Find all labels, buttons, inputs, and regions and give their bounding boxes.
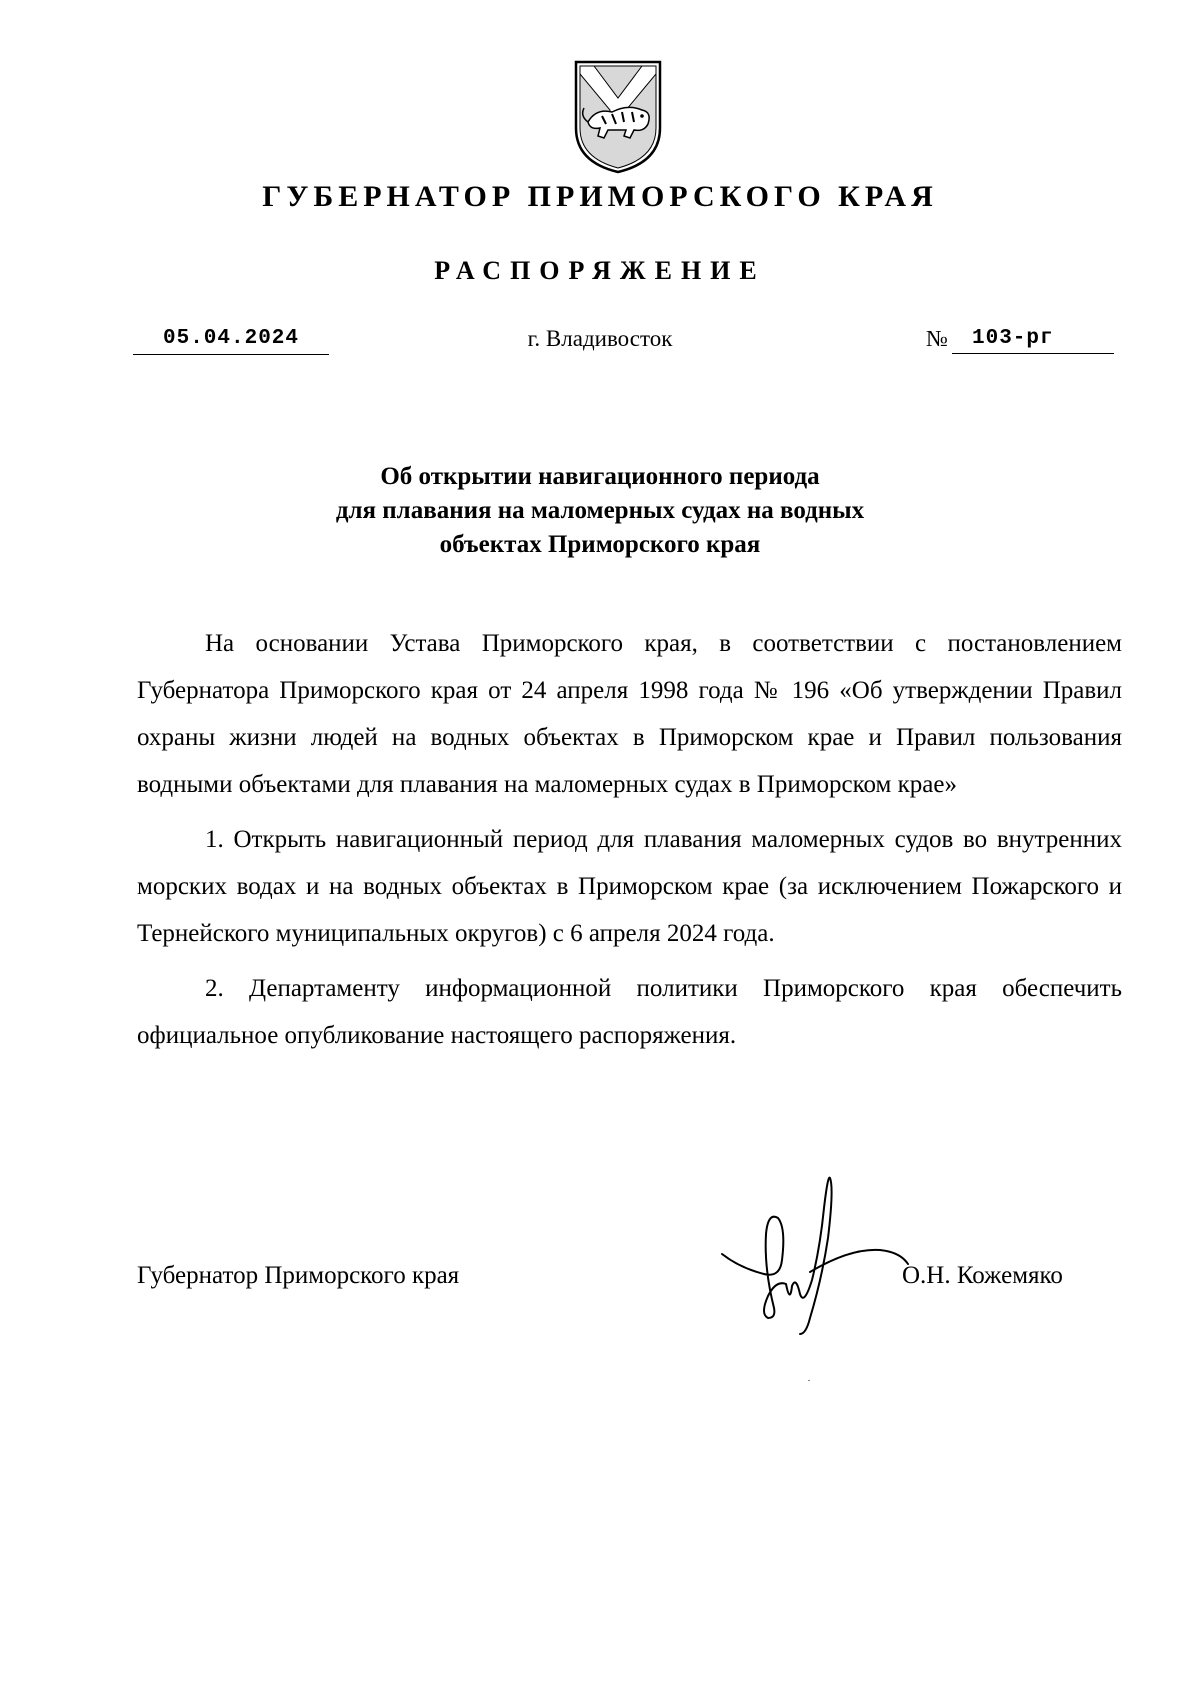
scan-artifact bbox=[808, 1380, 810, 1381]
clause-1-paragraph: 1. Открыть навигационный период для плавания маломерных судов во внутренних морских водах и на водных объектах в Приморском крае (за исключением Пожарского и Тернейского муниципальных округов) с 6 апреля 2024 года. bbox=[137, 826, 1122, 947]
document-date: 05.04.2024 bbox=[133, 326, 329, 355]
document-type: РАСПОРЯЖЕНИЕ bbox=[434, 256, 766, 285]
coat-of-arms-icon bbox=[572, 58, 664, 176]
document-body bbox=[137, 620, 1122, 1067]
document-number-block bbox=[926, 326, 1114, 354]
preamble-paragraph: На основании Устава Приморского края, в соответствии с постановлением Губернатора Приморского края от 24 апреля 1998 года № 196 «Об утверждении Правил охраны жизни людей на водных объектах в Приморском крае и Правил пользования водными объектами для плавания на маломерных судах в Приморском крае» bbox=[137, 630, 1122, 798]
title-line: Об открытии навигационного периода bbox=[380, 463, 820, 490]
handwritten-signature-icon bbox=[720, 1168, 910, 1338]
signatory-role: Губернатор Приморского края bbox=[137, 1262, 460, 1289]
clause-2-paragraph: 2. Департаменту информационной политики Приморского края обеспечить официальное опубликование настоящего распоряжения. bbox=[137, 975, 1122, 1049]
document-number: 103-рг bbox=[952, 326, 1114, 354]
issuing-authority: ГУБЕРНАТОР ПРИМОРСКОГО КРАЯ bbox=[262, 180, 938, 213]
signatory-name: О.Н. Кожемяко bbox=[902, 1262, 1063, 1289]
document-title bbox=[0, 460, 1200, 562]
title-line: для плавания на маломерных судах на водных bbox=[335, 497, 865, 524]
document-city: г. Владивосток bbox=[527, 326, 673, 351]
title-line: объектах Приморского края bbox=[439, 531, 761, 558]
number-sign: № bbox=[926, 326, 948, 351]
